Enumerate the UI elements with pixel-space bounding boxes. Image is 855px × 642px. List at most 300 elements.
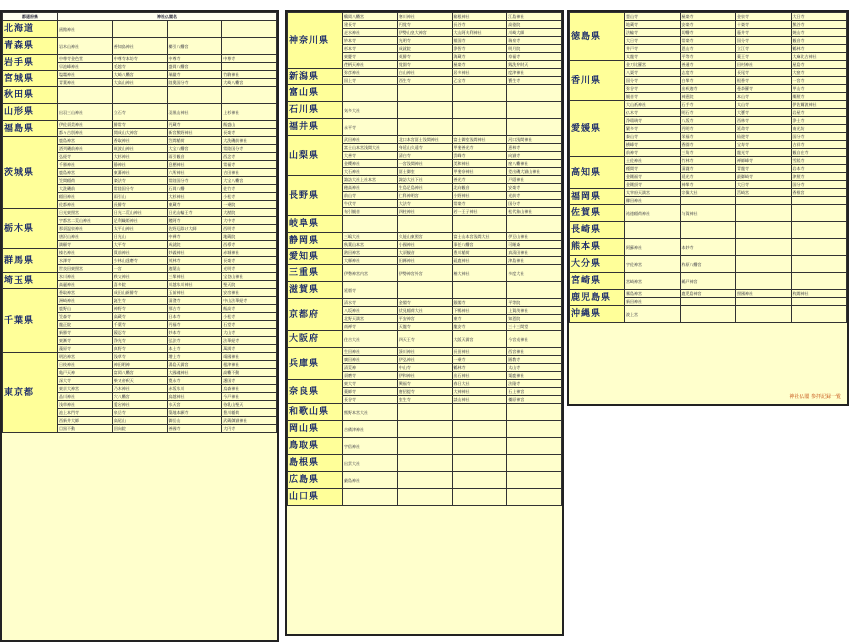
temple-cell: 金刀比羅宮 (625, 61, 681, 69)
temple-cell: 仁科神明宮 (397, 192, 452, 200)
prefecture-name: 沖縄県 (570, 306, 625, 323)
temple-cell (736, 273, 792, 290)
temple-cell (343, 85, 398, 102)
temple-table (2, 12, 277, 433)
temple-cell: 宇倍神社 (343, 438, 398, 455)
temple-cell: 貫前神社 (112, 249, 167, 257)
temple-cell: 土佐神社 (625, 157, 681, 165)
temple-cell: 水天宮 (167, 401, 222, 409)
temple-cell: 長楽寺 (222, 129, 277, 137)
temple-cell: 中尊寺 (167, 55, 222, 63)
temple-cell: 目黒不動 (58, 425, 113, 433)
prefecture-name: 群馬県 (3, 249, 58, 273)
temple-cell: 雨引山 (112, 193, 167, 201)
table-row (570, 239, 847, 256)
temple-cell: 長尾寺 (736, 69, 792, 77)
temple-cell: 櫛田神社 (625, 197, 681, 205)
temple-cell: 玉前神社 (167, 289, 222, 297)
prefecture-name: 愛知県 (288, 249, 343, 265)
temple-cell: 勝常寺 (112, 121, 167, 129)
temple-cell: 柞原八幡宮 (680, 256, 736, 273)
table-row (288, 233, 562, 241)
temple-cell: 恵林寺 (507, 144, 562, 152)
temple-cell: 前山寺 (343, 192, 398, 200)
temple-cell: 最御崎寺 (736, 173, 792, 181)
temple-cell: 出石神社 (452, 372, 507, 380)
temple-cell: 国分寺 (625, 77, 681, 85)
temple-cell: 大善寺 (343, 152, 398, 160)
temple-cell: 真野寺 (112, 345, 167, 353)
temple-cell: 諏訪大社上社本宮 (343, 176, 398, 184)
temple-cell: 泰山寺 (625, 133, 681, 141)
temple-cell: 香取神社 (112, 137, 167, 145)
temple-cell (507, 421, 562, 438)
prefecture-name: 埼玉県 (3, 273, 58, 289)
temple-cell: 柴又帝釈天 (112, 377, 167, 385)
temple-cell: 常楽寺 (452, 200, 507, 208)
temple-cell: 西明寺 (222, 225, 277, 233)
temple-cell: 豊川稲荷 (222, 409, 277, 417)
temple-cell: 湯島天満宮 (167, 361, 222, 369)
temple-cell: 一宮寺 (791, 77, 847, 85)
temple-cell: 大阪天満宮 (452, 331, 507, 348)
temple-cell: 栄福寺 (680, 133, 736, 141)
temple-cell (397, 85, 452, 102)
temple-cell: 千葉寺 (112, 321, 167, 329)
temple-cell: 円福寺 (167, 321, 222, 329)
temple-cell: 恩山寺 (680, 45, 736, 53)
temple-cell: 伊勢神宮内宮 (343, 265, 398, 282)
table-row (3, 353, 277, 361)
temple-cell: 極楽寺 (452, 61, 507, 69)
temple-cell: 大猷院 (222, 209, 277, 217)
temple-cell: 甲斐奈神社 (452, 168, 507, 176)
temple-cell (791, 239, 847, 256)
temple-cell: 南光坊 (791, 125, 847, 133)
temple-cell: 穂高神社 (343, 184, 398, 192)
temple-cell: 砥鹿神社 (452, 257, 507, 265)
temple-cell: 長谷寺 (343, 396, 398, 404)
temple-cell (452, 421, 507, 438)
temple-cell (507, 404, 562, 421)
header-temples: 神社仏閣名 (58, 13, 277, 21)
temple-cell: 鳥越神社 (167, 393, 222, 401)
temple-cell: 那須温泉神社 (58, 225, 113, 233)
temple-cell: 増上寺 (167, 353, 222, 361)
table-row (3, 209, 277, 217)
temple-cell: 那古寺 (167, 305, 222, 313)
temple-cell: 銀閣寺 (452, 299, 507, 307)
prefecture-name: 三重県 (288, 265, 343, 282)
temple-cell: 八坂寺 (680, 117, 736, 125)
temple-cell: 大日寺 (625, 37, 681, 45)
prefecture-name: 長崎県 (570, 222, 625, 239)
table-row (3, 289, 277, 297)
temple-cell: 大崎八幡宮 (222, 79, 277, 87)
temple-cell: 弘経寺 (58, 153, 113, 161)
temple-cell (791, 197, 847, 205)
temple-cell: 大杉神社 (167, 193, 222, 201)
temple-cell (507, 85, 562, 102)
temple-cell: 太山寺 (736, 101, 792, 109)
temple-cell (507, 489, 562, 506)
temple-cell: 立石寺 (112, 104, 167, 121)
temple-cell: 清白寺 (397, 152, 452, 160)
temple-cell: 与賀神社 (680, 205, 736, 222)
temple-cell (222, 87, 277, 104)
temple-cell: 大日寺 (736, 181, 792, 189)
prefecture-name: 大阪府 (288, 331, 343, 348)
temple-cell (736, 298, 792, 306)
temple-cell: 善國寺 (167, 425, 222, 433)
temple-cell (452, 85, 507, 102)
temple-cell: 伊勢神宮外宮 (397, 265, 452, 282)
temple-cell: 泉岳寺 (112, 409, 167, 417)
temple-cell: 可睡斎 (507, 241, 562, 249)
temple-cell: 日光山輪王寺 (167, 209, 222, 217)
temple-cell: 円覚寺 (397, 21, 452, 29)
table-row (288, 455, 562, 472)
temple-cell: 弘法寺 (167, 337, 222, 345)
temple-cell: 波上宮 (625, 306, 681, 323)
temple-cell: 笠間稲荷 (167, 137, 222, 145)
temple-cell: 日光東照宮 (58, 209, 113, 217)
temple-cell: 田縣神社 (397, 257, 452, 265)
temple-cell: 息栖神社 (167, 161, 222, 169)
table-row (288, 438, 562, 455)
temple-cell (397, 455, 452, 472)
temple-cell (397, 489, 452, 506)
temple-cell: 霊山寺 (625, 13, 681, 21)
table-row (570, 306, 847, 323)
temple-cell: 御岳山 (167, 417, 222, 425)
temple-cell: 新田神社 (625, 298, 681, 306)
temple-cell: 繁多寺 (625, 125, 681, 133)
temple-cell: 金閣寺 (397, 299, 452, 307)
temple-cell: 竹林寺 (680, 157, 736, 165)
column-panel-2 (285, 10, 564, 636)
temple-cell: 立江寺 (736, 45, 792, 53)
temple-cell: 住吉大社 (343, 331, 398, 348)
table-row (570, 273, 847, 290)
prefecture-name: 岩手県 (3, 55, 58, 71)
table-row (570, 101, 847, 109)
prefecture-name: 山梨県 (288, 136, 343, 176)
temple-cell: 出釈迦寺 (680, 85, 736, 93)
temple-cell: 覚園寺 (397, 61, 452, 69)
temple-cell (397, 438, 452, 455)
temple-cell (222, 21, 277, 38)
temple-cell: 観音寺 (625, 93, 681, 101)
temple-cell: 国分寺 (736, 37, 792, 45)
temple-cell: 護国寺 (222, 377, 277, 385)
prefecture-name: 岐阜県 (288, 216, 343, 233)
temple-cell: 大神神社 (452, 388, 507, 396)
prefecture-name: 新潟県 (288, 69, 343, 85)
temple-cell: 仙遊寺 (736, 133, 792, 141)
temple-cell (452, 489, 507, 506)
temple-cell (343, 216, 398, 233)
temple-cell: 大宝八幡宮 (222, 177, 277, 185)
temple-cell: 高尾山 (112, 417, 167, 425)
temple-cell: 聖天院 (222, 281, 277, 289)
temple-cell: 清荒神 (343, 364, 398, 372)
temple-cell: 天龍寺 (397, 323, 452, 331)
temple-cell: 三峯神社 (167, 273, 222, 281)
prefecture-name: 宮城県 (3, 71, 58, 87)
table-row (3, 121, 277, 129)
temple-cell (397, 404, 452, 421)
temple-cell: 常楽寺 (680, 37, 736, 45)
temple-cell: 平等寺 (680, 53, 736, 61)
temple-cell: 穴八幡宮 (112, 393, 167, 401)
temple-cell (452, 438, 507, 455)
temple-cell (452, 102, 507, 119)
temple-cell: 長田神社 (452, 348, 507, 356)
temple-cell: 河口浅間神社 (507, 136, 562, 144)
temple-cell: 八坂神社 (343, 307, 398, 315)
temple-cell: 岩屋寺 (791, 109, 847, 117)
temple-cell: 秩父神社 (112, 273, 167, 281)
temple-cell: 法隆寺 (507, 380, 562, 388)
temple-cell (791, 298, 847, 306)
temple-cell (167, 87, 222, 104)
temple-cell: 新宮熊野神社 (167, 129, 222, 137)
temple-cell: 牛伏寺 (343, 200, 398, 208)
temple-cell: 龍光寺 (736, 149, 792, 157)
temple-cell: 甲山寺 (791, 85, 847, 93)
temple-cell: 笠森寺 (58, 313, 113, 321)
prefecture-name: 宮崎県 (570, 273, 625, 290)
temple-table (569, 12, 847, 323)
temple-cell: 湊川神社 (397, 348, 452, 356)
temple-cell: 宮崎神宮 (625, 273, 681, 290)
table-row (3, 21, 277, 38)
temple-cell: 茂林寺 (167, 257, 222, 265)
temple-cell: 青葉神社 (58, 79, 113, 87)
temple-cell: 金剛福寺 (625, 173, 681, 181)
temple-cell: 三十三間堂 (507, 323, 562, 331)
table-row (288, 421, 562, 438)
temple-cell (112, 21, 167, 38)
temple-cell: 光前寺 (507, 192, 562, 200)
temple-cell: 室生寺 (397, 396, 452, 404)
temple-cell: 塩竈神社 (58, 71, 113, 79)
temple-cell: 照國神社 (736, 290, 792, 298)
temple-cell: 平安神宮 (397, 315, 452, 323)
table-row (288, 119, 562, 136)
temple-cell (397, 282, 452, 299)
temple-cell: 高蔵寺 (112, 313, 167, 321)
column-panel-1 (0, 10, 279, 642)
temple-cell: 靖國神社 (222, 353, 277, 361)
temple-cell: 地蔵院 (222, 233, 277, 241)
temple-cell: 富士山本宮浅間大社 (343, 144, 398, 152)
temple-cell: 一宮 (112, 265, 167, 273)
temple-cell: 鶴林寺 (791, 45, 847, 53)
prefecture-name: 静岡県 (288, 233, 343, 249)
temple-cell: 中山寺 (397, 364, 452, 372)
temple-cell: 妙本寺 (167, 329, 222, 337)
temple-cell (791, 205, 847, 222)
temple-cell (452, 455, 507, 472)
temple-cell: 身延山久遠寺 (397, 144, 452, 152)
temple-cell: 豊川稲荷 (452, 249, 507, 257)
temple-cell: 大國魂神社 (167, 369, 222, 377)
temple-cell (736, 222, 792, 239)
table-row (288, 102, 562, 119)
temple-cell: 今宮戎神社 (507, 331, 562, 348)
temple-cell: 延暦寺 (343, 282, 398, 299)
temple-cell: 世良田東照宮 (58, 265, 113, 273)
temple-cell: 開成山大神宮 (112, 129, 167, 137)
table-row (288, 380, 562, 388)
temple-cell: 西導寺 (222, 241, 277, 249)
temple-cell: 毛越寺 (112, 63, 167, 71)
temple-cell: 大崎八幡宮 (112, 71, 167, 79)
temple-cell: 熊野本宮大社 (343, 404, 398, 421)
temple-cell: 居多神社 (452, 69, 507, 77)
temple-cell: 若一王子神社 (452, 208, 507, 216)
temple-cell: 瑞巌寺 (167, 71, 222, 79)
temple-cell: 焼山寺 (791, 29, 847, 37)
prefecture-name: 鳥取県 (288, 438, 343, 455)
temple-cell: 富士山本宮浅間大社 (452, 233, 507, 241)
temple-cell: 雨引観音 (167, 153, 222, 161)
temple-cell: 洲崎神社 (58, 297, 113, 305)
temple-cell: 長楽寺 (222, 257, 277, 265)
temple-cell: 浄土寺 (791, 117, 847, 125)
prefecture-name: 青森県 (3, 38, 58, 55)
temple-cell: 北口本宮冨士浅間神社 (397, 136, 452, 144)
temple-cell: 北向観音 (452, 184, 507, 192)
table-header-row (3, 13, 277, 21)
temple-cell: 石上神宮 (507, 388, 562, 396)
temple-cell: 大洗磯前 (58, 185, 113, 193)
prefecture-name: 山形県 (3, 104, 58, 121)
temple-cell: 出雲大社 (343, 455, 398, 472)
table-row (288, 13, 562, 21)
temple-cell: 安房神社 (222, 289, 277, 297)
temple-cell (507, 216, 562, 233)
temple-cell: 禅師峰寺 (736, 157, 792, 165)
temple-cell: 金櫻神社 (343, 160, 398, 168)
temple-cell: 寶生寺 (507, 77, 562, 85)
temple-cell: 鶴岡八幡宮 (343, 13, 398, 21)
temple-cell: 伊勢山皇大神宮 (397, 29, 452, 37)
temple-cell: 寛永寺 (167, 377, 222, 385)
temple-cell: 浅草寺 (112, 353, 167, 361)
temple-cell: 向嶽寺 (507, 152, 562, 160)
temple-cell: 大法寺 (397, 200, 452, 208)
temple-cell: 宝登山神社 (222, 273, 277, 281)
temple-cell: 美和神社 (452, 160, 507, 168)
temple-cell: 小野神社 (452, 192, 507, 200)
temple-cell (736, 256, 792, 273)
temple-cell: 鹿島神宮 (58, 169, 113, 177)
prefecture-name: 滋賀県 (288, 282, 343, 299)
temple-cell: 一乗院 (222, 201, 277, 209)
temple-cell: 川崎大師 (507, 29, 562, 37)
temple-cell: 杉本寺 (343, 45, 398, 53)
temple-cell (736, 306, 792, 323)
temple-cell: 佐野厄除け大師 (167, 225, 222, 233)
temple-table (287, 12, 562, 506)
temple-cell: 厳島神社 (343, 472, 398, 489)
temple-cell: 常陸国分寺 (167, 177, 222, 185)
temple-cell: 鹿野山 (58, 305, 113, 313)
temple-cell: 喜多院 (112, 281, 167, 289)
prefecture-name: 熊本県 (570, 239, 625, 256)
table-row (288, 348, 562, 356)
temple-cell: 新勝寺 (58, 329, 113, 337)
prefecture-name: 福島県 (3, 121, 58, 137)
temple-cell: 酒列磯前神社 (58, 145, 113, 153)
temple-cell: 大日寺 (791, 13, 847, 21)
temple-cell: 小松寺 (222, 193, 277, 201)
temple-cell: 誕生寺 (112, 297, 167, 305)
temple-cell: 多度大社 (507, 265, 562, 282)
temple-cell: 大山阿夫利神社 (452, 29, 507, 37)
temple-cell: 高徳院 (507, 21, 562, 29)
temple-cell (222, 38, 277, 55)
temple-cell (343, 489, 398, 506)
temple-cell: 久能山東照宮 (397, 233, 452, 241)
temple-cell: 阿蘇神社 (625, 239, 681, 256)
temple-cell: 西林寺 (736, 117, 792, 125)
temple-cell: 石手寺 (680, 101, 736, 109)
temple-cell: 筥崎宮 (736, 189, 792, 197)
temple-cell: 田村神社 (736, 61, 792, 69)
temple-cell: 粟鹿神社 (507, 372, 562, 380)
temple-cell: 浄光寺 (112, 337, 167, 345)
temple-cell: 清瀧寺 (680, 165, 736, 173)
temple-cell: 石岡八幡 (167, 185, 222, 193)
temple-cell (397, 119, 452, 136)
table-row (570, 189, 847, 197)
table-row (288, 489, 562, 506)
temple-cell: 深大寺 (58, 377, 113, 385)
temple-cell: 極楽寺 (680, 13, 736, 21)
temple-cell: 東蕃神社 (112, 169, 167, 177)
prefecture-name: 大分県 (570, 256, 625, 273)
temple-cell: 窪八幡神社 (507, 160, 562, 168)
temple-cell: 中山法華経寺 (222, 297, 277, 305)
temple-cell: 富岡八幡宮 (112, 369, 167, 377)
temple-cell (680, 197, 736, 205)
temple-cell: 日光山 (112, 233, 167, 241)
temple-cell (452, 282, 507, 299)
temple-cell: 常福寺 (222, 161, 277, 169)
prefecture-name: 兵庫県 (288, 348, 343, 380)
temple-cell: 香園寺 (680, 141, 736, 149)
temple-cell: 上賀茂神社 (507, 307, 562, 315)
temple-cell: 薬師寺 (343, 388, 398, 396)
temple-cell: 鏡忍寺 (112, 329, 167, 337)
prefecture-name: 長野県 (288, 176, 343, 216)
prefecture-name: 徳島県 (570, 13, 625, 61)
temple-cell: 日枝神社 (58, 361, 113, 369)
prefecture-name: 岡山県 (288, 421, 343, 438)
temple-cell: 度津神社 (507, 69, 562, 77)
temple-cell: 大杉神社 (112, 153, 167, 161)
temple-cell: 烏森神社 (222, 385, 277, 393)
temple-cell: 品川神社 (58, 393, 113, 401)
temple-cell: 観自在寺 (791, 149, 847, 157)
temple-cell: 熱田神宮 (343, 249, 398, 257)
temple-cell: 圓教寺 (507, 356, 562, 364)
temple-cell: 大円寺 (222, 425, 277, 433)
